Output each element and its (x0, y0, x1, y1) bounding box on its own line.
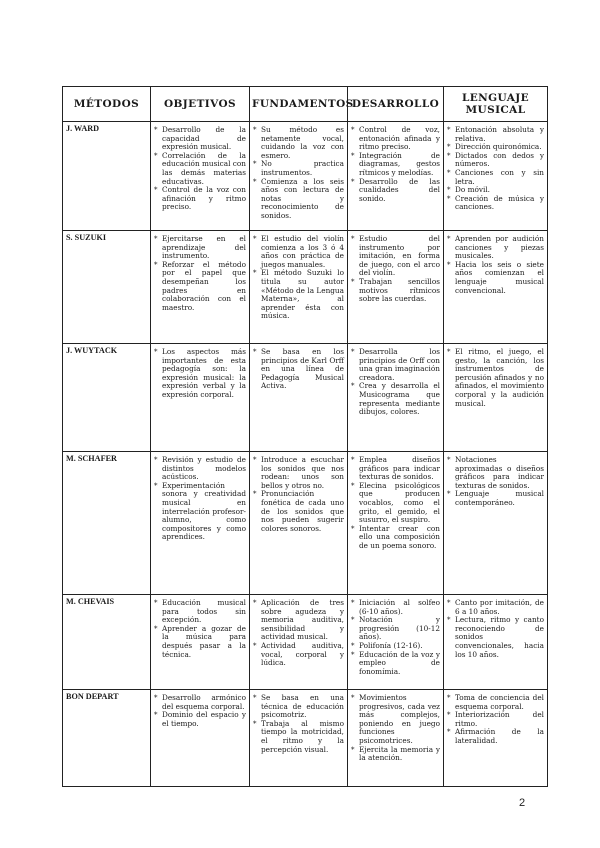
list-item: * Crea y desarrolla el Musicograma que representa mediante dibujos, colores. (351, 382, 440, 416)
list-item: * Do móvil. (447, 186, 544, 195)
lenguaje-list (447, 348, 544, 408)
fundamentos-cell (250, 122, 348, 231)
list-item: * Iniciación al solfeo (6-10 años). (351, 599, 440, 616)
list-item: * Su método es netamente vocal, cuidando la voz con esmero. (253, 126, 344, 160)
desarrollo-list (351, 348, 440, 417)
list-item: * Trabaja al mismo tiempo la motricidad, el ritmo y la percepción visual. (253, 720, 344, 754)
desarrollo-list (351, 235, 440, 304)
lenguaje-list (447, 694, 544, 746)
method-name: J. WUYTACK (63, 344, 151, 452)
objetivos-cell (151, 690, 250, 787)
method-name: M. SCHAFER (63, 452, 151, 595)
desarrollo-cell (348, 595, 444, 690)
list-item: * Notación y progresión (10-12 años). (351, 616, 440, 642)
header-lenguaje-line2: MUSICAL (465, 104, 526, 116)
desarrollo-cell (348, 690, 444, 787)
list-item: * Ejercitarse en el aprendizaje del instrumento. (154, 235, 246, 261)
objetivos-cell (151, 122, 250, 231)
list-item: * Lectura, ritmo y canto reconociendo de sonidos convencionales, hacia los 10 años. (447, 616, 544, 659)
list-item: * Notaciones aproximadas o diseños gráficos para indicar texturas de sonidos. (447, 456, 544, 490)
lenguaje-cell (444, 595, 548, 690)
page-number: 2 (519, 797, 526, 809)
list-item: * Intentar crear con ello una composición de un poema sonoro. (351, 525, 440, 551)
list-item: * No practica instrumentos. (253, 160, 344, 177)
list-item: * Toma de conciencia del esquema corporal. (447, 694, 544, 711)
lenguaje-list (447, 126, 544, 212)
list-item: * Estudio del instrumento por imitación, en forma de juego, con el arco del violín. (351, 235, 440, 278)
table-row (63, 690, 548, 787)
objetivos-list (154, 235, 246, 312)
desarrollo-list (351, 694, 440, 763)
table-row (63, 595, 548, 690)
list-item: * Entonación absoluta y relativa. (447, 126, 544, 143)
lenguaje-list (447, 235, 544, 295)
list-item: * El ritmo, el juego, el gesto, la canción, los instrumentos de percusión afinados y no afinados, el movimiento corporal y la audición musical. (447, 348, 544, 408)
list-item: * Pronunciación fonética de cada uno de los sonidos que nos pueden sugerir colores sonoros. (253, 490, 344, 533)
list-item: * Educación de la voz y empleo de fonomímia. (351, 651, 440, 677)
list-item: * Movimientos progresivos, cada vez más complejos, poniendo en juego funciones psicomotrices. (351, 694, 440, 746)
header-lenguaje-line1: LENGUAJE (461, 92, 530, 104)
desarrollo-list (351, 599, 440, 676)
list-item: * Los aspectos más importantes de esta pedagogía son: la expresión musical: la expresión verbal y la expresión corporal. (154, 348, 246, 400)
fundamentos-cell (250, 231, 348, 344)
list-item: * Desarrollo armónico del esquema corporal. (154, 694, 246, 711)
header-fundamentos: FUNDAMENTOS (250, 87, 348, 122)
list-item: * Se basa en los principios de Karl Orff en una línea de Pedagogía Musical Activa. (253, 348, 344, 391)
lenguaje-cell (444, 122, 548, 231)
lenguaje-cell (444, 344, 548, 452)
list-item: * Desarrolla los principios de Orff con una gran imaginación creadora. (351, 348, 440, 382)
desarrollo-cell (348, 344, 444, 452)
list-item: * Emplea diseños gráficos para indicar texturas de sonidos. (351, 456, 440, 482)
fundamentos-list (253, 599, 344, 668)
list-item: * Creación de música y canciones. (447, 195, 544, 212)
list-item: * Se basa en una técnica de educación psicomotriz. (253, 694, 344, 720)
list-item: * Polifonía (12-16). (351, 642, 440, 651)
method-name: M. CHEVAIS (63, 595, 151, 690)
lenguaje-list (447, 599, 544, 659)
list-item: * Educación musical para todos sin excepción. (154, 599, 246, 625)
list-item: * Introduce a escuchar los sonidos que nos rodean: unos son bellos y otros no. (253, 456, 344, 490)
list-item: * Control de la voz con afinación y ritmo preciso. (154, 186, 246, 212)
desarrollo-cell (348, 231, 444, 344)
objetivos-cell (151, 344, 250, 452)
objetivos-list (154, 348, 246, 400)
list-item: * Trabajan sencillos motivos rítmicos sobre las cuerdas. (351, 278, 440, 304)
lenguaje-cell (444, 452, 548, 595)
list-item: * Lenguaje musical contemporáneo. (447, 490, 544, 507)
list-item: * Canto por imitación, de 6 a 10 años. (447, 599, 544, 616)
list-item: * Integración de diagramas, gestos rítmicos y melodías. (351, 152, 440, 178)
table-row (63, 344, 548, 452)
objetivos-list (154, 599, 246, 659)
table-row (63, 122, 548, 231)
fundamentos-list (253, 456, 344, 533)
header-metodos: MÉTODOS (63, 87, 151, 122)
list-item: * Desarrollo de las cualidades del sonido. (351, 178, 440, 204)
header-objetivos: OBJETIVOS (151, 87, 250, 122)
fundamentos-cell (250, 344, 348, 452)
method-name: BON DEPART (63, 690, 151, 787)
objetivos-cell (151, 452, 250, 595)
objetivos-list (154, 126, 246, 212)
objetivos-cell (151, 231, 250, 344)
fundamentos-list (253, 126, 344, 221)
list-item: * Desarrollo de la capacidad de expresión musical. (154, 126, 246, 152)
list-item: * Experimentación sonora y creatividad musical en interrelación profesor-alumno, como compositores y como aprendices. (154, 482, 246, 542)
list-item: * Actividad auditiva, vocal, corporal y lúdica. (253, 642, 344, 668)
objetivos-cell (151, 595, 250, 690)
list-item: * Aprenden por audición canciones y piezas musicales. (447, 235, 544, 261)
lenguaje-list (447, 456, 544, 508)
desarrollo-cell (348, 122, 444, 231)
desarrollo-cell (348, 452, 444, 595)
list-item: * Elecina psicológicos que producen vocablos, como el grito, el gemido, el susurro, el suspiro. (351, 482, 440, 525)
fundamentos-cell (250, 595, 348, 690)
list-item: * Interiorización del ritmo. (447, 711, 544, 728)
list-item: * Correlación de la educación musical con las demás materias educativas. (154, 152, 246, 186)
list-item: * Aprender a gozar de la música para después pasar a la técnica. (154, 625, 246, 659)
list-item: * Afirmación de la lateralidad. (447, 728, 544, 745)
list-item: * El estudio del violín comienza a los 3 ó 4 años con práctica de juegos manuales. (253, 235, 344, 269)
header-lenguaje-musical (444, 87, 548, 122)
method-name: J. WARD (63, 122, 151, 231)
fundamentos-list (253, 348, 344, 391)
objetivos-list (154, 456, 246, 542)
header-desarrollo: DESARROLLO (348, 87, 444, 122)
header-row (63, 87, 548, 122)
list-item: * Dirección quironómica. (447, 143, 544, 152)
lenguaje-cell (444, 231, 548, 344)
list-item: * Dominio del espacio y el tiempo. (154, 711, 246, 728)
methods-table (62, 86, 548, 787)
list-item: * Control de voz, entonación afinada y ritmo preciso. (351, 126, 440, 152)
list-item: * Canciones con y sin letra. (447, 169, 544, 186)
table-row (63, 452, 548, 595)
list-item: * Comienza a los seis años con lectura de notas y reconocimiento de sonidos. (253, 178, 344, 221)
fundamentos-list (253, 694, 344, 754)
fundamentos-cell (250, 690, 348, 787)
desarrollo-list (351, 456, 440, 551)
list-item: * El método Suzuki lo titula su autor «Método de la Lengua Materna», al aprender ésta con música. (253, 269, 344, 321)
lenguaje-cell (444, 690, 548, 787)
fundamentos-cell (250, 452, 348, 595)
list-item: * Hacia los seis o siete años comienzan el lenguaje musical convencional. (447, 261, 544, 295)
objetivos-list (154, 694, 246, 728)
list-item: * Dictados con dedos y números. (447, 152, 544, 169)
list-item: * Revisión y estudio de distintos modelos acústicos. (154, 456, 246, 482)
table-row (63, 231, 548, 344)
fundamentos-list (253, 235, 344, 321)
method-name: S. SUZUKI (63, 231, 151, 344)
list-item: * Reforzar el método por el papel que desempeñan los padres en colaboración con el maestro. (154, 261, 246, 313)
list-item: * Ejercita la memoria y la atención. (351, 746, 440, 763)
list-item: * Aplicación de tres sobre agudeza y memoria auditiva, sensibilidad y actividad musical. (253, 599, 344, 642)
desarrollo-list (351, 126, 440, 203)
